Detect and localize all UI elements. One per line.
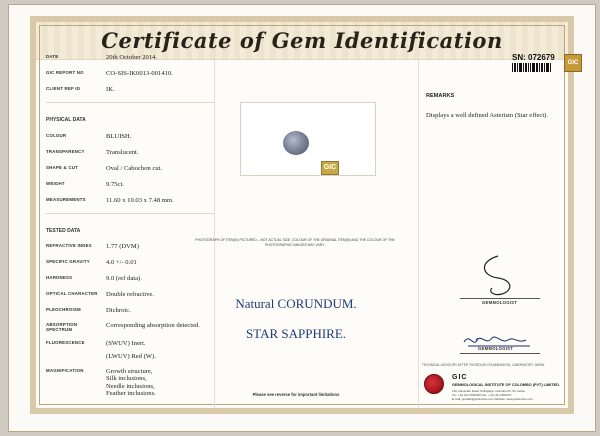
physical-value: 11.60 x 10.03 x 7.48 mm. <box>106 197 174 204</box>
tested-label: ABSORPTION SPECTRUM <box>46 322 78 332</box>
tested-value: Dichroic. <box>106 307 131 314</box>
serial-number: SN: 072679 <box>512 53 555 62</box>
physical-label: TRANSPARENCY <box>46 149 85 154</box>
gemmologist-signature-1 <box>468 252 528 298</box>
barcode <box>512 63 552 72</box>
tested-heading: TESTED DATA <box>46 228 81 234</box>
detail-label: DATE <box>46 54 59 59</box>
tested-label: FLUORESCENCE <box>46 340 85 345</box>
technical-note: TECHNICAL ADVISORY AFTER THOROUGH EXAMINATION, LABORATORY JAPAN <box>422 363 545 367</box>
tested-label: PLEOCHROISM <box>46 307 81 312</box>
tested-value: 4.0 +/- 0.01 <box>106 259 137 266</box>
gem-photo <box>240 102 376 176</box>
tested-value: Growth structure, Silk inclusions, Needle inclusions, Feather inclusions. <box>106 368 156 398</box>
physical-value: Oval / Cabochon cut. <box>106 165 163 172</box>
physical-label: WEIGHT <box>46 181 65 186</box>
physical-value: 9.75ct. <box>106 181 124 188</box>
tested-value: 1.77 (DVM) <box>106 243 139 250</box>
tested-value: Double refractive. <box>106 291 154 298</box>
separator <box>46 213 214 214</box>
lab-address: 140, Hamudan Road, Kollupitiya, Colombo 03, Sri Lanka. <box>452 389 526 393</box>
reverse-note: Please see reverse for important limitations <box>252 392 340 397</box>
tested-value: (SWUV) Inert. <box>106 340 146 347</box>
remarks-text: Displays a well defined Asterism (Star effect). <box>426 112 549 119</box>
signature-caption-1: GEMMOLOGIST <box>482 300 518 305</box>
tested-value: 9.0 (ref data). <box>106 275 142 282</box>
tested-value: Corresponding absorption detected. <box>106 322 200 329</box>
star-sapphire-image <box>283 131 309 155</box>
physical-value: Translucent. <box>106 149 139 156</box>
separator <box>46 102 214 103</box>
fold-line <box>418 60 419 408</box>
physical-value: BLUISH. <box>106 133 132 140</box>
photo-disclaimer: PHOTOGRAPH OF ITEM(S) PICTURED – NOT ACTUAL SIZE. COLOUR OF THE ORIGINAL ITEM(S) AND THE COLOUR OF THE PHOTOGRAPHIC IMAGES MAY VARY. <box>195 238 395 247</box>
physical-label: MEASUREMENTS <box>46 197 86 202</box>
detail-value: IK. <box>106 86 115 93</box>
tested-label: SPECIFIC GRAVITY <box>46 259 90 264</box>
remarks-heading: REMARKS <box>426 93 455 99</box>
detail-label: CLIENT REF ID <box>46 86 81 91</box>
signature-caption-2: GEMMOLOGIST <box>478 346 514 351</box>
detail-value: 20th October 2014. <box>106 54 158 61</box>
result-species: Natural CORUNDUM. <box>235 296 357 311</box>
result-variety: STAR SAPPHIRE. <box>245 326 347 341</box>
tested-label: HARDNESS <box>46 275 73 280</box>
lab-name: GEMMOLOGICAL INSTITUTE OF COLOMBO (PVT) LIMITED. <box>452 383 560 387</box>
tested-label: MAGNIFICATION <box>46 368 84 373</box>
detail-value: CO-SIS-IK0013-001410. <box>106 70 173 77</box>
tested-label: REFRACTIVE INDEX <box>46 243 92 248</box>
signature-line <box>460 353 540 354</box>
tested-value: (LWUV) Red (W). <box>106 353 156 360</box>
signature-line <box>460 298 540 299</box>
physical-heading: PHYSICAL DATA <box>46 117 86 123</box>
lab-abbreviation: GIC <box>452 374 468 381</box>
tested-label: OPTICAL CHARACTER <box>46 291 98 296</box>
physical-label: SHAPE & CUT <box>46 165 78 170</box>
detail-label: GIC REPORT NO <box>46 70 84 75</box>
gic-logo: GIC <box>564 54 582 72</box>
certificate-title: Certificate of Gem Identification <box>101 28 503 53</box>
red-seal-icon <box>424 374 444 394</box>
gic-logo-small: GIC <box>321 161 339 175</box>
lab-email: E-mail: gemlab@gicolombo.com Website: www.gicolombo.com <box>452 397 533 401</box>
lab-phone: Tel: + 94 (11) 2506393 Fax: + 94 (11) 2506727 <box>452 393 512 397</box>
physical-label: COLOUR <box>46 133 67 138</box>
